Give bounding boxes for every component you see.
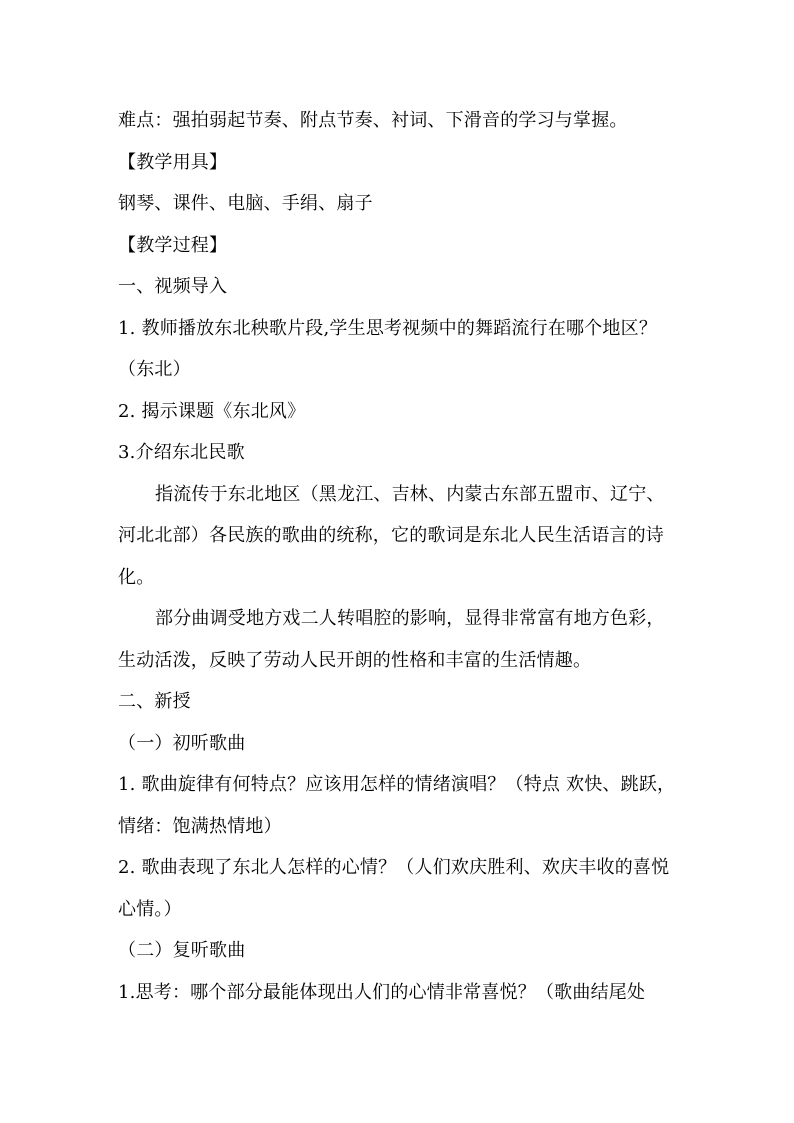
document-body: [118, 100, 678, 1013]
section-heading-teaching-tools: 【教学用具】: [118, 151, 228, 173]
text-line-tools-list: 钢琴、课件、电脑、手绢、扇子: [118, 193, 373, 214]
paragraph-line-folk-song-3: 化。: [118, 566, 155, 588]
paragraph-line-folk-song-2: 河北北部）各民族的歌曲的统称，它的歌词是东北人民生活语言的诗: [118, 525, 664, 546]
text-line-item-2: 2. 揭示课题《东北风》: [118, 400, 306, 422]
text-line-item-1: 1. 教师播放东北秧歌片段,学生思考视频中的舞蹈流行在哪个地区？: [118, 317, 658, 339]
section-heading-teaching-process: 【教学过程】: [118, 234, 228, 256]
text-line-difficulty: 难点：强拍弱起节奏、附点节奏、衬词、下滑音的学习与掌握。: [118, 110, 628, 131]
text-line-item-1-answer: （东北）: [118, 359, 191, 380]
subheading-second-listen: （二）复听歌曲: [118, 940, 246, 961]
text-line-question-1-cont: 情绪：饱满热情地）: [118, 815, 282, 837]
text-line-think: 1.思考：哪个部分最能体现出人们的心情非常喜悦？（歌曲结尾处: [118, 981, 646, 1003]
subheading-new-lesson: 二、新授: [118, 691, 191, 712]
paragraph-line-folk-song-1: 指流传于东北地区（黑龙江、吉林、内蒙古东部五盟市、辽宁、: [155, 483, 665, 505]
text-line-question-1: 1. 歌曲旋律有何特点？应该用怎样的情绪演唱？（特点 欢快、跳跃，: [118, 774, 676, 795]
text-line-question-2: 2. 歌曲表现了东北人怎样的心情？（人们欢庆胜利、欢庆丰收的喜悦: [118, 857, 670, 878]
paragraph-line-tune-1: 部分曲调受地方戏二人转唱腔的影响，显得非常富有地方色彩，: [155, 608, 665, 629]
subheading-video-intro: 一、视频导入: [118, 276, 228, 297]
paragraph-line-tune-2: 生动活泼，反映了劳动人民开朗的性格和丰富的生活情趣。: [118, 649, 592, 671]
text-line-item-3: 3.介绍东北民歌: [118, 442, 245, 463]
subheading-first-listen: （一）初听歌曲: [118, 732, 246, 754]
text-line-question-2-cont: 心情。）: [118, 898, 182, 920]
